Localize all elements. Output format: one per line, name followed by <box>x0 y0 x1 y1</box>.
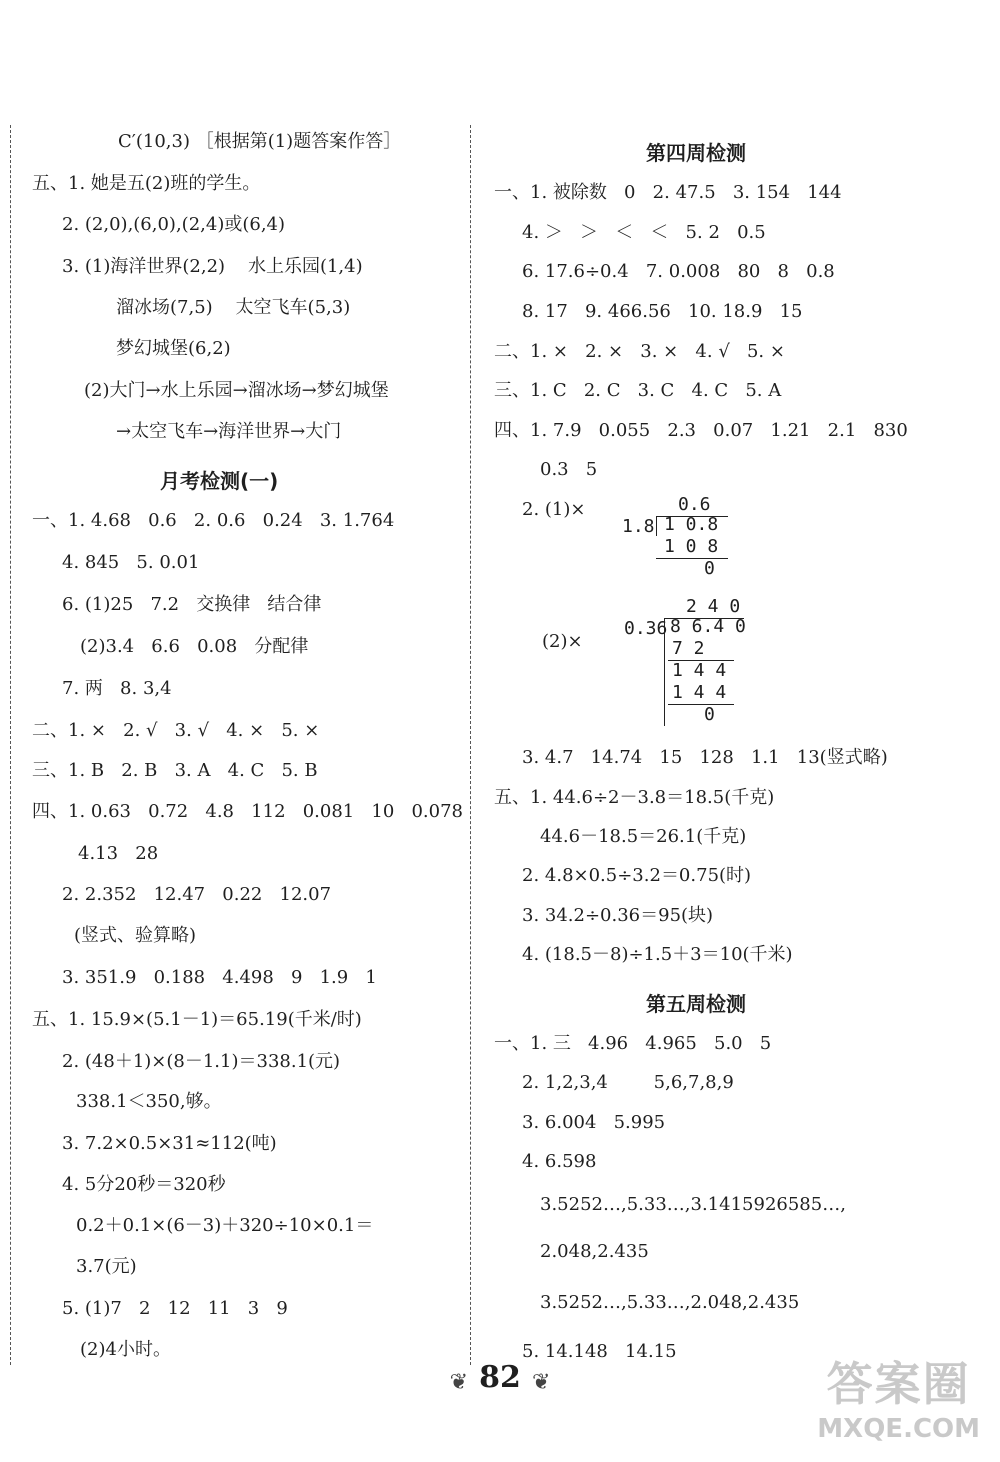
quotient: 2 4 0 <box>686 596 741 617</box>
answer-line: 一、1. 三 4.96 4.965 5.0 5 <box>494 1033 772 1054</box>
partial-product: 1 0 8 <box>664 536 719 557</box>
page-number: 82 <box>479 1360 521 1395</box>
answer-line: 2. 4.8×0.5÷3.2＝0.75(时) <box>522 865 752 886</box>
division-bracket <box>664 618 665 726</box>
answer-line: 5. (1)7 2 12 11 3 9 <box>62 1298 288 1319</box>
answer-line: (2)4小时。 <box>80 1339 171 1360</box>
answer-line: 2. 1,2,3,4 5,6,7,8,9 <box>522 1072 734 1093</box>
answer-line: 二、1. × 2. √ 3. √ 4. × 5. × <box>32 720 320 741</box>
left-margin-rule <box>10 125 11 1365</box>
watermark-url: MXQE.COM <box>817 1414 980 1444</box>
answer-line: 一、1. 4.68 0.6 2. 0.6 0.24 3. 1.764 <box>32 510 395 531</box>
answer-line: 四、1. 0.63 0.72 4.8 112 0.081 10 0.078 <box>32 801 463 822</box>
answer-line: 338.1＜350,够。 <box>76 1091 222 1112</box>
answer-line: 5. 14.148 14.15 <box>522 1341 677 1362</box>
answer-line: 一、1. 被除数 0 2. 47.5 3. 154 144 <box>494 182 842 203</box>
partial-product: 1 4 4 <box>672 682 727 703</box>
remainder: 0 <box>704 558 715 579</box>
answer-line: 2. (2,0),(6,0),(2,4)或(6,4) <box>62 214 286 235</box>
remainder: 0 <box>704 704 715 725</box>
quotient: 0.6 <box>678 494 711 515</box>
answer-line: 五、1. 15.9×(5.1－1)＝65.19(千米/时) <box>32 1009 362 1030</box>
answer-line: 2. 2.352 12.47 0.22 12.07 <box>62 884 332 905</box>
answer-line: 4. 5分20秒＝320秒 <box>62 1174 226 1195</box>
divisor: 1.8 <box>622 516 655 537</box>
answer-line: 3. (1)海洋世界(2,2) 水上乐园(1,4) <box>62 256 363 277</box>
dividend: 1 0.8 <box>664 514 719 535</box>
answer-line: (2)大门→水上乐园→溜冰场→梦幻城堡 <box>84 380 389 401</box>
answer-line: 3. 7.2×0.5×31≈112(吨) <box>62 1133 277 1154</box>
section-heading: 第四周检测 <box>646 141 746 165</box>
answer-line: 二、1. × 2. × 3. × 4. √ 5. × <box>494 341 785 362</box>
answer-line: 3. 4.7 14.74 15 128 1.1 13(竖式略) <box>522 747 888 768</box>
answer-line: 6. 17.6÷0.4 7. 0.008 80 8 0.8 <box>522 261 835 282</box>
partial-remainder: 1 4 4 <box>672 660 727 681</box>
answer-line: 0.2＋0.1×(6－3)＋320÷10×0.1＝ <box>76 1215 374 1236</box>
dividend: 8 6.4 0 <box>670 616 746 637</box>
answer-line: 4. (18.5－8)÷1.5＋3＝10(千米) <box>522 944 793 965</box>
answer-line: 0.3 5 <box>540 459 598 480</box>
answer-line: 五、1. 44.6÷2－3.8＝18.5(千克) <box>494 787 775 808</box>
section-heading: 月考检测(一) <box>160 469 279 493</box>
answer-line: 溜冰场(7,5) 太空飞车(5,3) <box>116 297 351 318</box>
answer-line: (2)× <box>542 631 583 652</box>
answer-line: 4.13 28 <box>78 843 159 864</box>
answer-line: 四、1. 7.9 0.055 2.3 0.07 1.21 2.1 830 <box>494 420 908 441</box>
watermark <box>817 1348 980 1444</box>
answer-line: 8. 17 9. 466.56 10. 18.9 15 <box>522 301 803 322</box>
answer-line: 3.7(元) <box>76 1256 137 1277</box>
answer-line: 4. 845 5. 0.01 <box>62 552 200 573</box>
answer-line: →太空飞车→海洋世界→大门 <box>116 421 342 442</box>
answer-line: 2. (1)× <box>522 499 586 520</box>
answer-line: 3. 351.9 0.188 4.498 9 1.9 1 <box>62 967 377 988</box>
column-divider <box>470 125 471 1365</box>
leaf-ornament-icon: ❦ <box>449 1370 469 1395</box>
answer-line: 2.048,2.435 <box>540 1241 649 1262</box>
answer-line: 3.5252…,5.33…,3.1415926585…, <box>540 1194 846 1215</box>
answer-line: 4. 6.598 <box>522 1151 597 1172</box>
answer-line: 7. 两 8. 3,4 <box>62 678 172 699</box>
answer-line: (竖式、验算略) <box>74 925 197 946</box>
answer-line: 三、1. B 2. B 3. A 4. C 5. B <box>32 760 318 781</box>
subtraction-line <box>668 704 734 705</box>
answer-line: 梦幻城堡(6,2) <box>116 338 231 359</box>
leaf-ornament-icon: ❦ <box>531 1370 551 1395</box>
answer-line: 2. (48＋1)×(8－1.1)＝338.1(元) <box>62 1051 341 1072</box>
section-heading: 第五周检测 <box>646 992 746 1016</box>
answer-line: 44.6－18.5＝26.1(千克) <box>540 826 747 847</box>
answer-line: 4. ＞ ＞ ＜ ＜ 5. 2 0.5 <box>522 222 766 243</box>
answer-line: 6. (1)25 7.2 交换律 结合律 <box>62 594 322 615</box>
partial-product: 7 2 <box>672 638 705 659</box>
answer-line: (2)3.4 6.6 0.08 分配律 <box>80 636 309 657</box>
watermark-title: 答案圈 <box>826 1357 971 1411</box>
answer-line: 3. 6.004 5.995 <box>522 1112 666 1133</box>
subtraction-line <box>656 558 728 559</box>
answer-line: 3.5252…,5.33…,2.048,2.435 <box>540 1292 800 1313</box>
answer-line: 3. 34.2÷0.36＝95(块) <box>522 905 714 926</box>
answer-line: C′(10,3) ［根据第(1)题答案作答］ <box>118 131 402 152</box>
divisor: 0.36 <box>624 618 668 639</box>
division-bracket <box>656 516 657 536</box>
answer-line: 五、1. 她是五(2)班的学生。 <box>32 173 261 194</box>
answer-line: 三、1. C 2. C 3. C 4. C 5. A <box>494 380 782 401</box>
